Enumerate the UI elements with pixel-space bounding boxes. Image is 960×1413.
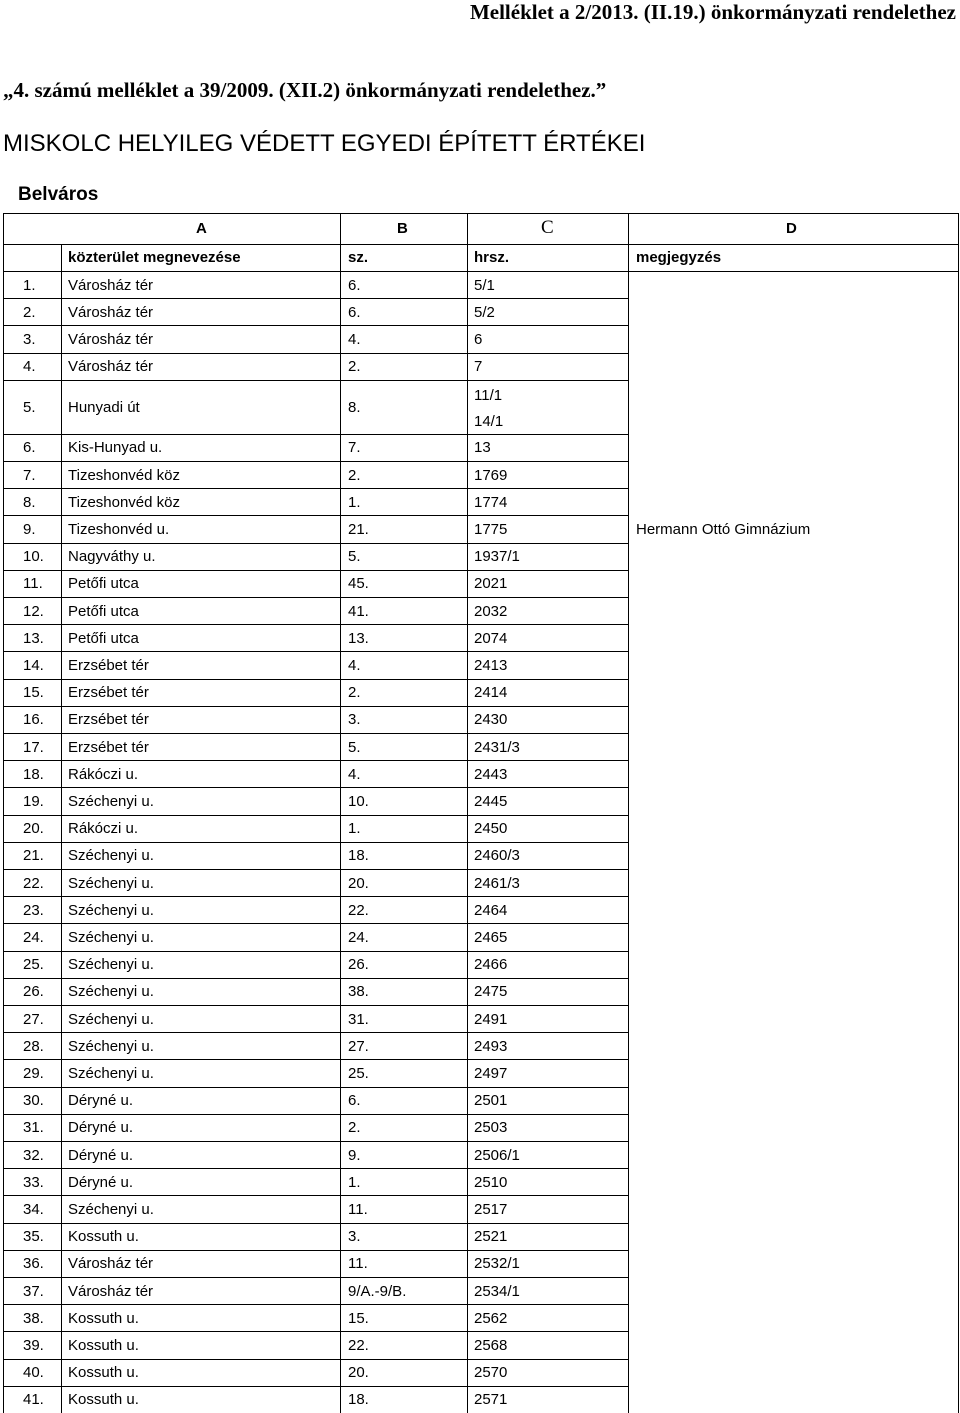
street-name: Kossuth u.	[68, 1228, 139, 1246]
house-number: 5.	[348, 548, 361, 566]
parcel-number: 2534/1	[474, 1282, 520, 1300]
parcel-number: 2503	[474, 1119, 508, 1137]
table-row-rule	[3, 1168, 628, 1169]
parcel-number: 2521	[474, 1228, 508, 1246]
parcel-number: 2413	[474, 657, 508, 674]
street-name: Déryné u.	[68, 1119, 134, 1137]
row-number: 23.	[23, 901, 44, 919]
table-top-rule	[3, 213, 958, 214]
parcel-number: 13	[474, 439, 491, 457]
street-name: Tizeshonvéd köz	[68, 493, 181, 511]
house-number: 20.	[348, 1364, 369, 1382]
column-header: sz.	[348, 249, 369, 266]
row-number: 22.	[23, 874, 44, 892]
street-name: Kossuth u.	[68, 1337, 139, 1354]
parcel-number: 2443	[474, 765, 508, 783]
table-row-rule	[3, 461, 628, 462]
table-row-rule	[3, 1331, 628, 1332]
table-column-rule	[340, 213, 341, 1413]
house-number: 18.	[348, 847, 369, 865]
district-heading: Belváros	[18, 184, 99, 205]
parcel-number: 2450	[474, 820, 508, 838]
street-name: Széchenyi u.	[68, 793, 154, 810]
table-row-rule	[3, 1114, 628, 1115]
table-row-rule	[3, 380, 628, 381]
parcel-number: 2431/3	[474, 738, 520, 756]
row-number: 20.	[23, 820, 44, 838]
table-header-rule	[3, 244, 958, 245]
house-number: 2.	[348, 466, 361, 484]
parcel-number: 2021	[474, 575, 508, 593]
table-row-rule	[3, 896, 628, 897]
row-number: 37.	[23, 1282, 44, 1300]
table-row-rule	[3, 1304, 628, 1305]
house-number: 15.	[348, 1309, 369, 1327]
parcel-number: 14/1	[474, 412, 504, 430]
row-number: 10.	[23, 548, 44, 566]
row-number: 27.	[23, 1010, 44, 1028]
street-name: Széchenyi u.	[68, 1010, 154, 1028]
row-number: 6.	[23, 439, 36, 457]
table-row-rule	[3, 1005, 628, 1006]
house-number: 41.	[348, 602, 369, 620]
street-name: Városház tér	[68, 331, 154, 348]
parcel-number: 1937/1	[474, 548, 520, 566]
row-number: 41.	[23, 1391, 44, 1409]
street-name: Városház tér	[68, 1282, 154, 1300]
table-row-rule	[3, 1386, 628, 1387]
row-number: 13.	[23, 629, 44, 647]
house-number: 22.	[348, 1337, 369, 1354]
parcel-number: 6	[474, 331, 483, 348]
table-column-rule	[958, 213, 959, 1413]
row-number: 32.	[23, 1146, 44, 1164]
street-name: Déryné u.	[68, 1092, 134, 1110]
parcel-number: 2461/3	[474, 874, 520, 892]
house-number: 8.	[348, 398, 361, 416]
street-name: Széchenyi u.	[68, 983, 154, 1001]
street-name: Városház tér	[68, 1255, 154, 1273]
column-letter: C	[541, 217, 554, 238]
row-number: 15.	[23, 684, 44, 702]
house-number: 2.	[348, 684, 361, 702]
parcel-number: 2074	[474, 629, 508, 647]
street-name: Tizeshonvéd köz	[68, 466, 181, 484]
house-number: 25.	[348, 1065, 369, 1082]
table-row-rule	[3, 570, 628, 571]
row-number: 18.	[23, 765, 44, 783]
column-letter: A	[196, 220, 207, 237]
row-number: 19.	[23, 793, 44, 810]
table-row-rule	[3, 951, 628, 952]
street-name: Erzsébet tér	[68, 657, 149, 674]
house-number: 1.	[348, 1173, 361, 1191]
row-number: 12.	[23, 602, 44, 620]
document-annex-note: Melléklet a 2/2013. (II.19.) önkormányzati rendelethez	[469, 0, 956, 24]
parcel-number: 2517	[474, 1201, 508, 1218]
street-name: Déryné u.	[68, 1146, 134, 1164]
parcel-number: 2464	[474, 901, 508, 919]
parcel-number: 2506/1	[474, 1146, 520, 1164]
street-name: Széchenyi u.	[68, 1201, 154, 1218]
row-number: 11.	[23, 575, 43, 593]
parcel-number: 2460/3	[474, 847, 520, 865]
street-name: Széchenyi u.	[68, 847, 154, 865]
street-name: Rákóczi u.	[68, 820, 139, 838]
table-column-rule	[3, 213, 4, 1413]
row-number: 31.	[23, 1119, 44, 1137]
street-name: Hunyadi út	[68, 398, 140, 416]
street-name: Petőfi utca	[68, 575, 139, 593]
parcel-number: 2501	[474, 1092, 508, 1110]
row-number: 7.	[23, 466, 36, 484]
parcel-number: 5/2	[474, 303, 495, 321]
house-number: 1.	[348, 820, 361, 838]
row-number: 30.	[23, 1092, 44, 1110]
street-name: Petőfi utca	[68, 629, 139, 647]
street-name: Széchenyi u.	[68, 901, 154, 919]
table-column-rule	[628, 213, 629, 1413]
street-name: Széchenyi u.	[68, 956, 154, 974]
street-name: Városház tér	[68, 276, 154, 294]
parcel-number: 2466	[474, 956, 508, 974]
table-row-rule	[3, 515, 628, 516]
table-row-rule	[3, 978, 628, 979]
house-number: 1.	[348, 493, 361, 511]
row-number: 28.	[23, 1037, 44, 1055]
table-row-rule	[3, 543, 628, 544]
parcel-number: 2465	[474, 929, 508, 946]
house-number: 9/A.-9/B.	[348, 1282, 407, 1300]
table-row-rule	[3, 1359, 628, 1360]
row-number: 16.	[23, 711, 44, 729]
parcel-number: 1775	[474, 521, 508, 538]
table-row-rule	[3, 597, 628, 598]
row-number: 21.	[23, 847, 44, 865]
row-number: 35.	[23, 1228, 44, 1246]
table-row-rule	[3, 787, 628, 788]
table-column-rule	[467, 213, 468, 1413]
house-number: 10.	[348, 793, 369, 810]
table-row-rule	[3, 869, 628, 870]
street-name: Erzsébet tér	[68, 738, 149, 756]
house-number: 3.	[348, 1228, 361, 1246]
house-number: 22.	[348, 901, 369, 919]
table-header-rule	[3, 271, 958, 272]
parcel-number: 2491	[474, 1010, 508, 1028]
table-row-rule	[3, 1250, 628, 1251]
row-number: 9.	[23, 521, 36, 538]
table-row-rule	[3, 706, 628, 707]
street-name: Rákóczi u.	[68, 765, 139, 783]
parcel-number: 1769	[474, 466, 508, 484]
table-row-rule	[3, 325, 628, 326]
street-name: Széchenyi u.	[68, 874, 154, 892]
street-name: Erzsébet tér	[68, 684, 149, 702]
column-letter: D	[786, 220, 797, 237]
column-header: hrsz.	[474, 249, 510, 266]
house-number: 6.	[348, 1092, 361, 1110]
parcel-number: 2430	[474, 711, 508, 729]
table-row-rule	[3, 1087, 628, 1088]
table-row-rule	[3, 1223, 628, 1224]
row-number: 25.	[23, 956, 44, 974]
house-number: 6.	[348, 276, 361, 294]
row-number: 17.	[23, 738, 44, 756]
parcel-number: 5/1	[474, 276, 495, 294]
street-name: Kossuth u.	[68, 1364, 139, 1382]
row-number: 24.	[23, 929, 44, 946]
house-number: 2.	[348, 358, 361, 376]
row-number: 38.	[23, 1309, 44, 1327]
table-row-rule	[3, 353, 628, 354]
parcel-number: 11/1	[474, 386, 503, 404]
street-name: Városház tér	[68, 358, 154, 376]
house-number: 45.	[348, 575, 369, 593]
table-row-rule	[3, 923, 628, 924]
house-number: 24.	[348, 929, 369, 946]
parcel-number: 2568	[474, 1337, 508, 1354]
street-name: Tizeshonvéd u.	[68, 521, 170, 538]
parcel-number: 2445	[474, 793, 508, 810]
street-name: Városház tér	[68, 303, 154, 321]
page-title: MISKOLC HELYILEG VÉDETT EGYEDI ÉPÍTETT ÉRTÉKEI	[3, 130, 646, 157]
row-number: 34.	[23, 1201, 44, 1218]
row-number: 29.	[23, 1065, 44, 1082]
house-number: 9.	[348, 1146, 361, 1164]
parcel-number: 2571	[474, 1391, 508, 1409]
house-number: 21.	[348, 521, 369, 538]
row-number: 8.	[23, 493, 36, 511]
street-name: Széchenyi u.	[68, 1037, 154, 1055]
table-column-rule	[61, 244, 62, 1413]
street-name: Nagyváthy u.	[68, 548, 156, 566]
parcel-number: 2570	[474, 1364, 508, 1382]
column-header: közterület megnevezése	[68, 249, 241, 266]
street-name: Déryné u.	[68, 1173, 134, 1191]
table-row-rule	[3, 1059, 628, 1060]
column-header: megjegyzés	[636, 249, 722, 266]
parcel-number: 1774	[474, 493, 508, 511]
street-name: Kossuth u.	[68, 1309, 139, 1327]
house-number: 7.	[348, 439, 361, 457]
table-row-rule	[3, 679, 628, 680]
house-number: 4.	[348, 657, 361, 674]
table-row-rule	[3, 651, 628, 652]
remark: Hermann Ottó Gimnázium	[636, 521, 811, 538]
house-number: 3.	[348, 711, 361, 729]
house-number: 26.	[348, 956, 369, 974]
house-number: 20.	[348, 874, 369, 892]
house-number: 11.	[348, 1255, 368, 1273]
row-number: 36.	[23, 1255, 44, 1273]
row-number: 26.	[23, 983, 44, 1001]
parcel-number: 2493	[474, 1037, 508, 1055]
row-number: 1.	[23, 276, 36, 294]
row-number: 3.	[23, 331, 36, 348]
house-number: 5.	[348, 738, 361, 756]
house-number: 11.	[348, 1201, 368, 1218]
parcel-number: 2032	[474, 602, 508, 620]
house-number: 4.	[348, 331, 361, 348]
table-row-rule	[3, 1032, 628, 1033]
row-number: 4.	[23, 358, 36, 376]
row-number: 14.	[23, 657, 44, 674]
table-row-rule	[3, 624, 628, 625]
table-row-rule	[3, 733, 628, 734]
table-row-rule	[3, 434, 628, 435]
table-row-rule	[3, 488, 628, 489]
table-row-rule	[3, 298, 628, 299]
house-number: 31.	[348, 1010, 369, 1028]
parcel-number: 2562	[474, 1309, 508, 1327]
table-row-rule	[3, 760, 628, 761]
table-row-rule	[3, 1277, 628, 1278]
parcel-number: 2414	[474, 684, 508, 702]
house-number: 38.	[348, 983, 369, 1001]
column-letter: B	[397, 220, 408, 237]
table-row-rule	[3, 815, 628, 816]
street-name: Kis-Hunyad u.	[68, 439, 163, 457]
house-number: 4.	[348, 765, 361, 783]
house-number: 27.	[348, 1037, 369, 1055]
table-row-rule	[3, 1195, 628, 1196]
street-name: Erzsébet tér	[68, 711, 149, 729]
parcel-number: 2475	[474, 983, 508, 1001]
table-row-rule	[3, 842, 628, 843]
row-number: 33.	[23, 1173, 44, 1191]
street-name: Petőfi utca	[68, 602, 139, 620]
house-number: 6.	[348, 303, 361, 321]
street-name: Széchenyi u.	[68, 929, 154, 946]
row-number: 5.	[23, 398, 36, 416]
street-name: Kossuth u.	[68, 1391, 139, 1409]
parcel-number: 2497	[474, 1065, 508, 1082]
parcel-number: 7	[474, 358, 483, 376]
house-number: 18.	[348, 1391, 369, 1409]
row-number: 40.	[23, 1364, 44, 1382]
row-number: 39.	[23, 1337, 44, 1354]
table-row-rule	[3, 1141, 628, 1142]
parcel-number: 2532/1	[474, 1255, 520, 1273]
annex-reference-line: „4. számú melléklet a 39/2009. (XII.2) önkormányzati rendelethez.”	[3, 78, 607, 102]
street-name: Széchenyi u.	[68, 1065, 154, 1082]
parcel-number: 2510	[474, 1173, 508, 1191]
house-number: 2.	[348, 1119, 361, 1137]
row-number: 2.	[23, 303, 36, 321]
house-number: 13.	[348, 629, 369, 647]
